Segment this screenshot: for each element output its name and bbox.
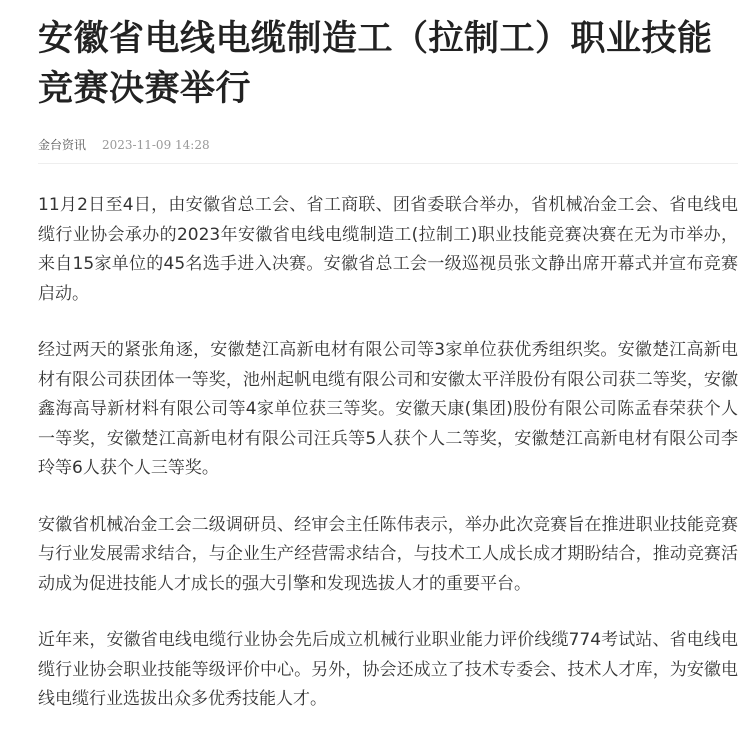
divider bbox=[38, 163, 738, 164]
article-datetime: 2023-11-09 14:28 bbox=[102, 138, 210, 152]
paragraph: 经过两天的紧张角逐，安徽楚江高新电材有限公司等3家单位获优秀组织奖。安徽楚江高新电材有限公司获团体一等奖，池州起帆电缆有限公司和安徽太平洋股份有限公司获二等奖，安徽鑫海高导新材料有限公司等4家单位获三等奖。安徽天康(集团)股份有限公司陈孟春荣获个人一等奖，安徽楚江高新电材有限公司汪兵等5人获个人二等奖，安徽楚江高新电材有限公司李玲等6人获个人三等奖。 bbox=[38, 340, 738, 478]
article-source[interactable]: 金台资讯 bbox=[38, 138, 87, 152]
article-body bbox=[38, 191, 738, 715]
paragraph: 安徽省机械冶金工会二级调研员、经审会主任陈伟表示，举办此次竞赛旨在推进职业技能竞赛与行业发展需求结合，与企业生产经营需求结合，与技术工人成长成才期盼结合，推动竞赛活动成为促进技能人才成长的强大引擎和发现选拔人才的重要平台。 bbox=[38, 514, 738, 594]
paragraph: 11月2日至4日，由安徽省总工会、省工商联、团省委联合举办，省机械冶金工会、省电线电缆行业协会承办的2023年安徽省电线电缆制造工(拉制工)职业技能竞赛决赛在无为市举办，来自15家单位的45名选手进入决赛。安徽省总工会一级巡视员张文静出席开幕式并宣布竞赛启动。 bbox=[38, 195, 738, 304]
article-meta bbox=[38, 134, 738, 156]
article bbox=[38, 0, 738, 742]
article-title: 安徽省电线电缆制造工（拉制工）职业技能竞赛决赛举行 bbox=[38, 19, 713, 109]
paragraph: 近年来，安徽省电线电缆行业协会先后成立机械行业职业能力评价线缆774考试站、省电线电缆行业协会职业技能等级评价中心。另外，协会还成立了技术专委会、技术人才库，为安徽电线电缆行业选拔出众多优秀技能人才。 bbox=[38, 630, 738, 709]
